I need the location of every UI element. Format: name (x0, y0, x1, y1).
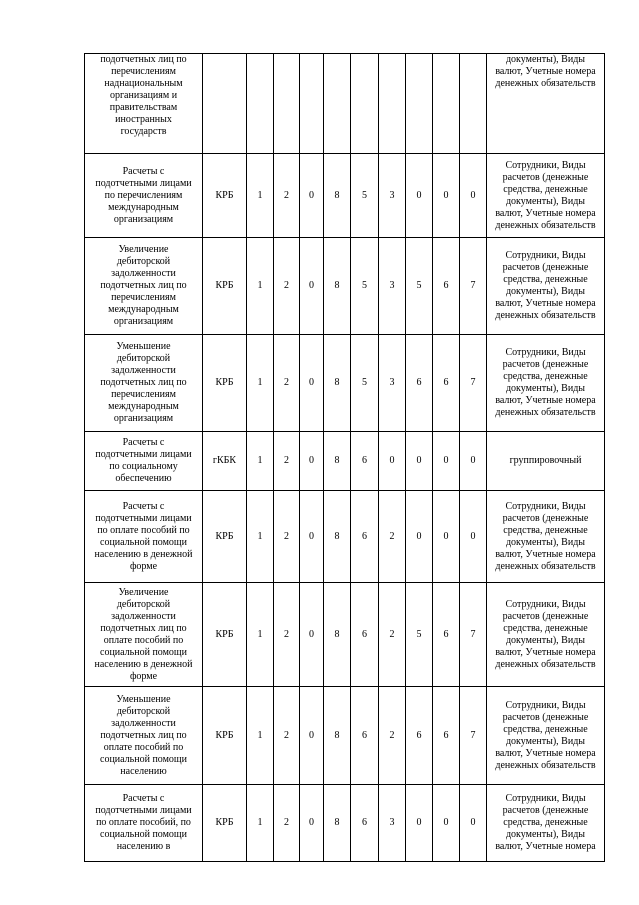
account-digit-cell: 6 (433, 335, 460, 432)
account-digit-cell: 0 (460, 154, 487, 238)
account-digit-cell: 6 (351, 432, 379, 491)
account-digit-cell: 0 (433, 785, 460, 862)
account-digit-cell (247, 54, 274, 154)
account-digit-cell: 0 (300, 687, 324, 785)
table-row (85, 238, 605, 335)
account-digit-cell: 0 (460, 432, 487, 491)
account-type-cell: КРБ (203, 785, 247, 862)
table-body (85, 54, 605, 862)
account-digit-cell: 3 (379, 238, 406, 335)
account-type-cell: КРБ (203, 491, 247, 583)
account-digit-cell: 6 (433, 583, 460, 687)
account-digit-cell: 2 (274, 785, 300, 862)
account-digit-cell: 0 (300, 583, 324, 687)
analytics-cell: Сотрудники, Виды расчетов (денежные средства, денежные документы), Виды валют, Учетные номера денежных обязательств (487, 335, 605, 432)
table-row (85, 687, 605, 785)
account-digit-cell: 0 (300, 491, 324, 583)
analytics-cell: Сотрудники, Виды расчетов (денежные средства, денежные документы), Виды валют, Учетные номера денежных обязательств (487, 238, 605, 335)
account-digit-cell: 7 (460, 238, 487, 335)
account-digit-cell: 2 (274, 154, 300, 238)
account-digit-cell: 6 (351, 687, 379, 785)
account-digit-cell (351, 54, 379, 154)
account-name-cell: Расчеты с подотчетными лицами по оплате пособий по социальной помощи населению в денежной форме (85, 491, 203, 583)
account-digit-cell: 0 (433, 491, 460, 583)
account-digit-cell: 6 (351, 491, 379, 583)
account-digit-cell: 0 (406, 432, 433, 491)
account-digit-cell: 5 (406, 238, 433, 335)
account-digit-cell: 1 (247, 687, 274, 785)
account-digit-cell: 8 (324, 687, 351, 785)
account-digit-cell: 8 (324, 583, 351, 687)
analytics-cell: Сотрудники, Виды расчетов (денежные средства, денежные документы), Виды валют, Учетные номера денежных обязательств (487, 491, 605, 583)
account-digit-cell: 0 (300, 432, 324, 491)
account-digit-cell: 0 (460, 785, 487, 862)
account-name-cell: Расчеты с подотчетными лицами по социальному обеспечению (85, 432, 203, 491)
account-type-cell: гКБК (203, 432, 247, 491)
account-digit-cell (379, 54, 406, 154)
account-digit-cell: 8 (324, 785, 351, 862)
account-digit-cell (300, 54, 324, 154)
account-digit-cell: 1 (247, 432, 274, 491)
account-digit-cell: 1 (247, 154, 274, 238)
account-digit-cell: 2 (379, 687, 406, 785)
account-digit-cell: 6 (406, 335, 433, 432)
account-digit-cell: 2 (274, 335, 300, 432)
account-digit-cell: 0 (300, 335, 324, 432)
account-digit-cell: 0 (300, 238, 324, 335)
account-digit-cell: 6 (351, 785, 379, 862)
account-digit-cell (406, 54, 433, 154)
account-digit-cell: 0 (433, 154, 460, 238)
account-name-cell: Уменьшение дебиторской задолженности подотчетных лиц по оплате пособий по социальной помощи населению (85, 687, 203, 785)
account-digit-cell: 3 (379, 154, 406, 238)
account-digit-cell: 8 (324, 238, 351, 335)
account-table (84, 53, 605, 862)
table-row (85, 335, 605, 432)
account-digit-cell: 6 (433, 687, 460, 785)
account-type-cell: КРБ (203, 154, 247, 238)
account-digit-cell: 2 (274, 687, 300, 785)
account-digit-cell: 7 (460, 335, 487, 432)
account-digit-cell: 8 (324, 154, 351, 238)
account-digit-cell: 1 (247, 583, 274, 687)
account-name-cell: Увеличение дебиторской задолженности подотчетных лиц по оплате пособий по социальной помощи населению в денежной форме (85, 583, 203, 687)
table-row (85, 154, 605, 238)
account-digit-cell: 0 (433, 432, 460, 491)
analytics-cell: группировочный (487, 432, 605, 491)
account-digit-cell: 1 (247, 491, 274, 583)
account-digit-cell: 5 (351, 238, 379, 335)
account-digit-cell: 8 (324, 491, 351, 583)
account-name-cell: Уменьшение дебиторской задолженности подотчетных лиц по перечислениям международным организациям (85, 335, 203, 432)
account-digit-cell (274, 54, 300, 154)
account-type-cell: КРБ (203, 238, 247, 335)
table-row (85, 583, 605, 687)
account-digit-cell: 3 (379, 785, 406, 862)
account-digit-cell (460, 54, 487, 154)
analytics-cell: Сотрудники, Виды расчетов (денежные средства, денежные документы), Виды валют, Учетные номера денежных обязательств (487, 687, 605, 785)
account-digit-cell: 6 (406, 687, 433, 785)
analytics-cell: Сотрудники, Виды расчетов (денежные средства, денежные документы), Виды валют, Учетные номера денежных обязательств (487, 583, 605, 687)
table-row (85, 432, 605, 491)
table-row (85, 54, 605, 154)
account-name-cell: Увеличение дебиторской задолженности подотчетных лиц по перечислениям международным организациям (85, 238, 203, 335)
account-digit-cell: 2 (274, 583, 300, 687)
account-digit-cell: 2 (274, 491, 300, 583)
account-digit-cell: 0 (300, 154, 324, 238)
account-digit-cell (324, 54, 351, 154)
table-row (85, 491, 605, 583)
analytics-cell: Сотрудники, Виды расчетов (денежные средства, денежные документы), Виды валют, Учетные номера денежных обязательств (487, 154, 605, 238)
account-digit-cell: 7 (460, 687, 487, 785)
account-digit-cell: 5 (351, 335, 379, 432)
analytics-cell: Сотрудники, Виды расчетов (денежные средства, денежные документы), Виды валют, Учетные номера (487, 785, 605, 862)
account-name-cell: подотчетных лиц по перечислениям наднациональным организациям и правительствам иностранных государств (85, 54, 203, 154)
account-digit-cell: 1 (247, 335, 274, 432)
account-digit-cell: 5 (406, 583, 433, 687)
account-digit-cell: 3 (379, 335, 406, 432)
analytics-cell: документы), Виды валют, Учетные номера денежных обязательств (487, 54, 605, 154)
account-digit-cell: 0 (406, 785, 433, 862)
account-digit-cell: 7 (460, 583, 487, 687)
account-digit-cell: 5 (351, 154, 379, 238)
account-digit-cell: 0 (300, 785, 324, 862)
account-type-cell (203, 54, 247, 154)
account-digit-cell: 2 (379, 583, 406, 687)
table-row (85, 785, 605, 862)
account-name-cell: Расчеты с подотчетными лицами по перечислениям международным организациям (85, 154, 203, 238)
account-digit-cell: 8 (324, 335, 351, 432)
account-digit-cell: 2 (274, 238, 300, 335)
account-digit-cell: 6 (351, 583, 379, 687)
account-name-cell: Расчеты с подотчетными лицами по оплате пособий, по социальной помощи населению в (85, 785, 203, 862)
account-digit-cell: 2 (274, 432, 300, 491)
account-digit-cell: 6 (433, 238, 460, 335)
account-digit-cell: 0 (460, 491, 487, 583)
account-digit-cell: 0 (406, 154, 433, 238)
account-digit-cell: 8 (324, 432, 351, 491)
account-digit-cell: 0 (406, 491, 433, 583)
account-digit-cell: 1 (247, 238, 274, 335)
account-type-cell: КРБ (203, 583, 247, 687)
account-type-cell: КРБ (203, 335, 247, 432)
account-digit-cell: 1 (247, 785, 274, 862)
account-digit-cell: 2 (379, 491, 406, 583)
account-digit-cell (433, 54, 460, 154)
account-digit-cell: 0 (379, 432, 406, 491)
account-type-cell: КРБ (203, 687, 247, 785)
